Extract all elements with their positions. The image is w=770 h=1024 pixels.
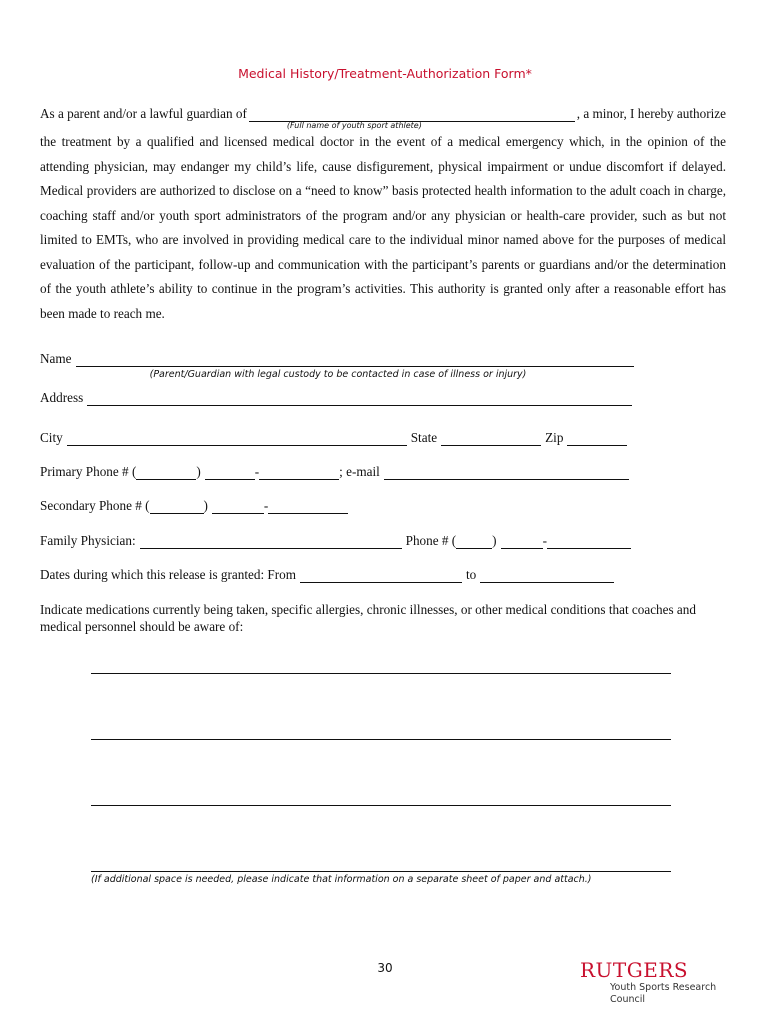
release-dates-label: Dates during which this release is granted: From bbox=[40, 567, 296, 582]
primary-phone-label: Primary Phone # ( bbox=[40, 464, 137, 479]
intro-first-line bbox=[40, 106, 726, 130]
physician-phone-dash: - bbox=[542, 533, 547, 548]
primary-phone-paren: ) bbox=[196, 464, 201, 479]
secondary-phone-prefix[interactable] bbox=[212, 500, 264, 514]
secondary-phone-line[interactable] bbox=[268, 500, 348, 514]
medical-conditions-prompt: Indicate medications currently being taken, specific allergies, chronic illnesses, or other medical conditions that coaches and medical personnel should be aware of: bbox=[40, 602, 696, 634]
zip-field[interactable] bbox=[567, 432, 627, 446]
intro-after: , a minor, I hereby authorize bbox=[576, 106, 726, 121]
medical-info-line-3[interactable] bbox=[91, 805, 671, 806]
zip-label: Zip bbox=[545, 430, 564, 445]
family-physician-row bbox=[40, 533, 631, 549]
primary-phone-prefix[interactable] bbox=[205, 466, 255, 480]
name-label: Name bbox=[40, 351, 72, 366]
release-to-field[interactable] bbox=[480, 569, 614, 583]
family-physician-label: Family Physician: bbox=[40, 533, 136, 548]
state-label: State bbox=[410, 430, 438, 445]
email-label: ; e-mail bbox=[339, 464, 380, 479]
page-number: 30 bbox=[377, 961, 393, 975]
primary-phone-area-code[interactable] bbox=[136, 466, 196, 480]
rutgers-logo bbox=[580, 958, 730, 1006]
physician-phone-line[interactable] bbox=[547, 535, 631, 549]
family-physician-field[interactable] bbox=[140, 535, 402, 549]
secondary-phone-paren: ) bbox=[203, 498, 208, 513]
intro-lead: As a parent and/or a lawful guardian of bbox=[40, 106, 247, 121]
authorization-paragraph: the treatment by a qualified and licensed medical doctor in the event of a medical emergency which, in the opinion of the attending physician, may endanger my child’s life, cause disfigurement, physical impairment or undue discomfort if delayed. Medical providers are authorized to disclose on a “need to know” basis protected health information to the adult coach in charge, coaching staff and/or youth sport administrators of the program and/or any physician or health-care provider, such as but not limited to EMTs, who are involved in providing medical care to the individual minor named above for the purposes of medical evaluation of the participant, follow-up and communication with the participant’s parents or guardians and/or the determination of the youth athlete’s ability to continue in the program’s activities. This authority is granted only after a reasonable effort has been made to reach me. bbox=[40, 134, 726, 321]
athlete-name-hint: (Full name of youth sport athlete) bbox=[286, 121, 422, 130]
address-label: Address bbox=[40, 390, 84, 405]
email-field[interactable] bbox=[384, 466, 629, 480]
form-title: Medical History/Treatment-Authorization Form* bbox=[238, 66, 532, 81]
release-from-field[interactable] bbox=[300, 569, 462, 583]
physician-phone-label: Phone # ( bbox=[405, 533, 457, 548]
primary-phone-row bbox=[40, 464, 629, 480]
address-row bbox=[40, 390, 632, 406]
city-state-zip-row bbox=[40, 430, 627, 446]
secondary-phone-label: Secondary Phone # ( bbox=[40, 498, 150, 513]
secondary-phone-area-code[interactable] bbox=[150, 500, 204, 514]
primary-phone-dash: - bbox=[254, 464, 260, 479]
additional-space-note: (If additional space is needed, please indicate that information on a separate sheet of paper and attach.) bbox=[91, 874, 592, 885]
name-row bbox=[40, 351, 634, 367]
city-field[interactable] bbox=[67, 432, 407, 446]
secondary-phone-row bbox=[40, 498, 348, 514]
physician-phone-area-code[interactable] bbox=[456, 535, 492, 549]
physician-phone-prefix[interactable] bbox=[501, 535, 543, 549]
medical-info-line-4[interactable] bbox=[91, 871, 671, 872]
rutgers-wordmark: RUTGERS bbox=[580, 958, 689, 982]
city-label: City bbox=[40, 430, 63, 445]
address-field[interactable] bbox=[87, 392, 632, 406]
secondary-phone-dash: - bbox=[263, 498, 269, 513]
name-hint: (Parent/Guardian with legal custody to be contacted in case of illness or injury) bbox=[149, 369, 527, 380]
medical-info-line-2[interactable] bbox=[91, 739, 671, 740]
release-to-label: to bbox=[466, 567, 477, 582]
physician-phone-paren: ) bbox=[492, 533, 497, 548]
state-field[interactable] bbox=[441, 432, 541, 446]
medical-info-line-1[interactable] bbox=[91, 673, 671, 674]
logo-subtitle: Youth Sports Research Council bbox=[610, 982, 717, 1005]
name-field[interactable] bbox=[76, 353, 634, 367]
primary-phone-line[interactable] bbox=[259, 466, 339, 480]
release-dates-row bbox=[40, 567, 614, 583]
athlete-name-field[interactable] bbox=[249, 109, 575, 130]
